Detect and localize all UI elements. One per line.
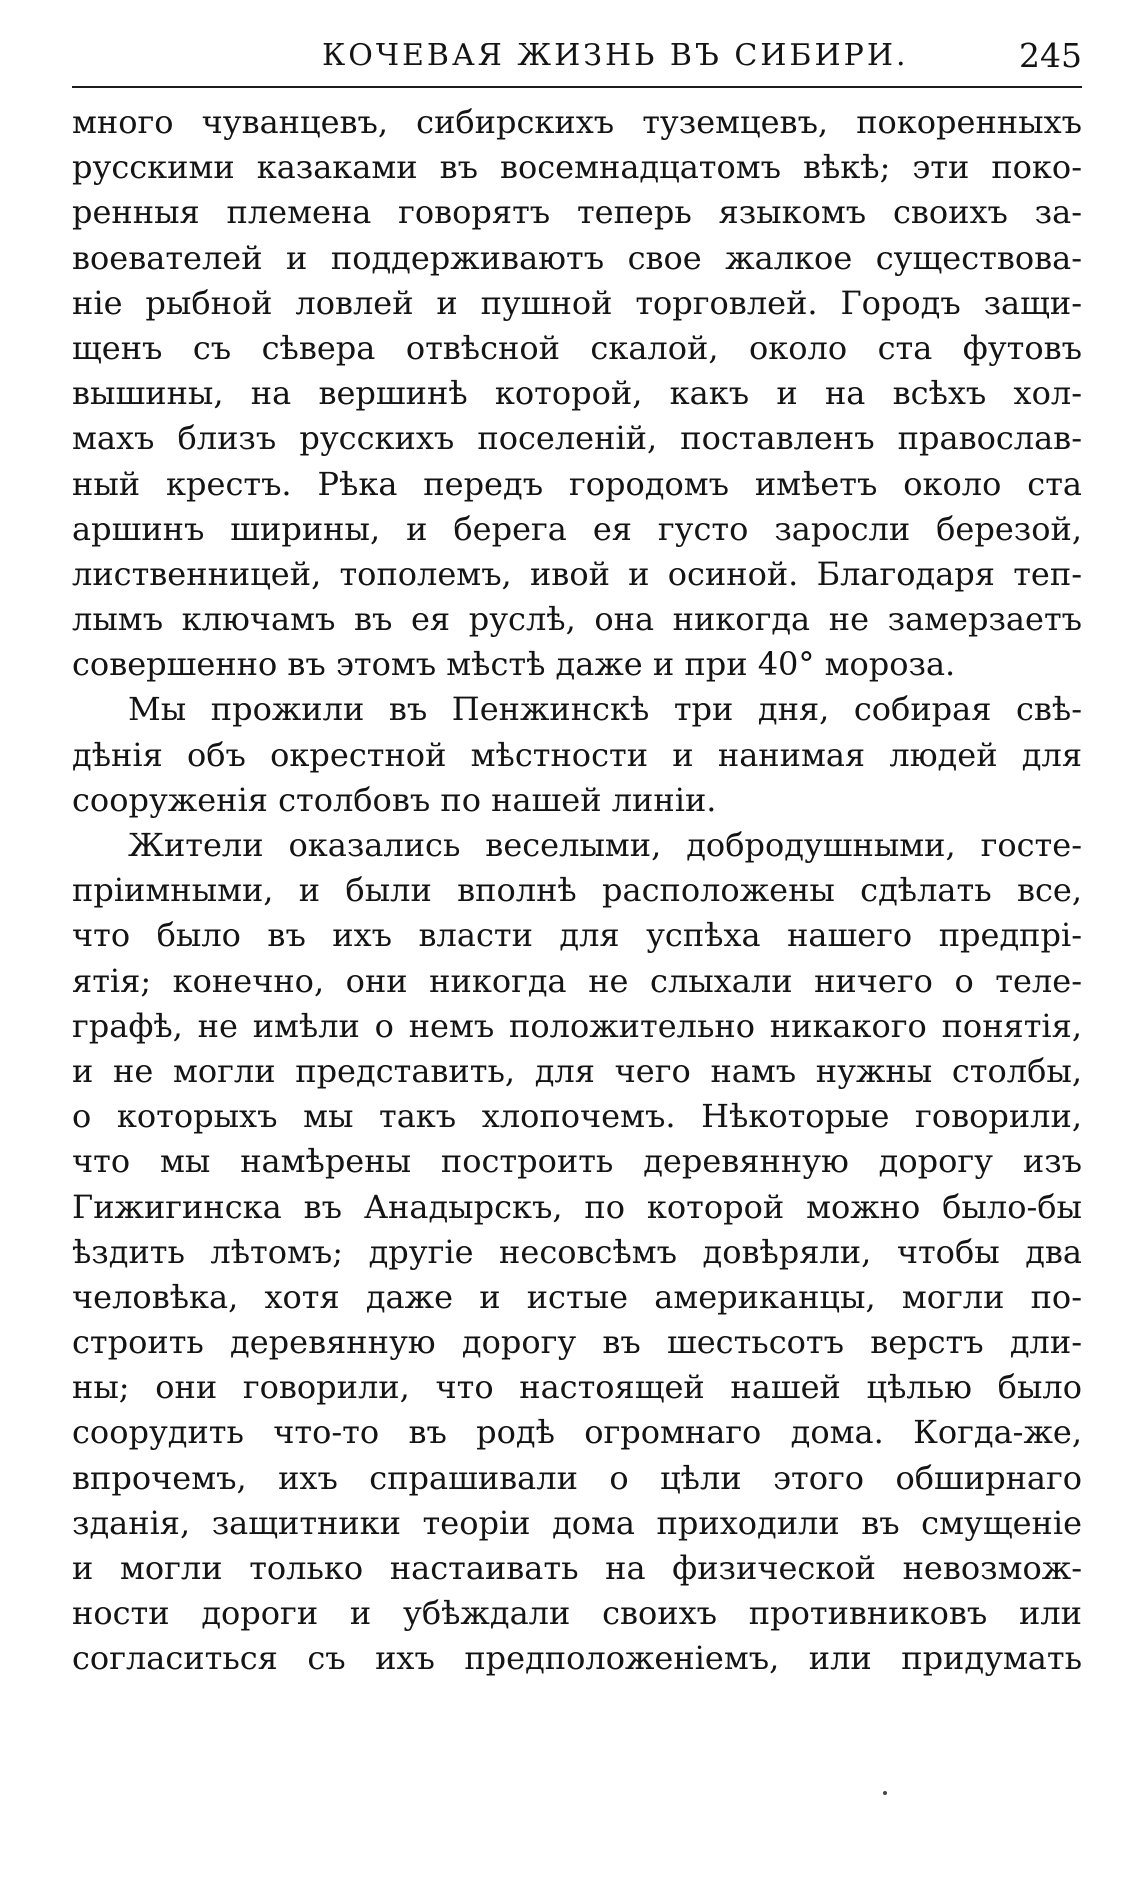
text-line: и могли только настаивать на физической невозмож-: [72, 1549, 1082, 1587]
text-line: о которыхъ мы такъ хлопочемъ. Нѣкоторые говорили,: [72, 1097, 1082, 1136]
text-line: графѣ, не имѣли о немъ положительно никакого понятія,: [72, 1006, 1082, 1045]
ink-speck: [883, 1791, 887, 1795]
running-title: КОЧЕВАЯ ЖИЗНЬ ВЪ СИБИРИ.: [322, 38, 909, 73]
text-line: зданія, защитники теоріи дома приходили въ смущеніе: [72, 1503, 1082, 1542]
text-line: ѣздить лѣтомъ; другіе несовсѣмъ довѣряли, чтобы два: [72, 1232, 1082, 1271]
text-line: и не могли представить, для чего намъ нужны столбы,: [72, 1051, 1082, 1090]
book-page: [72, 34, 1082, 1682]
text-line: махъ близъ русскихъ поселеній, поставленъ православ-: [72, 419, 1082, 458]
text-line: аршинъ ширины, и берега ея густо заросли березой,: [72, 509, 1082, 548]
text-line: воевателей и поддерживаютъ свое жалкое существова-: [72, 238, 1082, 277]
text-line: что мы намѣрены построить деревянную дорогу изъ: [72, 1142, 1082, 1181]
paragraph: [72, 100, 1082, 687]
text-line: вышины, на вершинѣ которой, какъ и на всѣхъ хол-: [72, 374, 1082, 413]
text-line: ніе рыбной ловлей и пушной торговлей. Городъ защи-: [72, 283, 1082, 322]
text-line: Мы прожили въ Пенжинскѣ три дня, собирая свѣ-: [128, 690, 1082, 729]
text-line: ятія; конечно, они никогда не слыхали ничего о теле-: [72, 961, 1082, 1000]
text-line: сооруженія столбовъ по нашей линіи.: [72, 780, 717, 819]
page-number: 245: [1019, 36, 1082, 75]
text-line: лымъ ключамъ въ ея руслѣ, она никогда не замерзаетъ: [72, 600, 1082, 639]
text-line: совершенно въ этомъ мѣстѣ даже и при 40° мороза.: [72, 645, 956, 684]
text-line: согласиться съ ихъ предположеніемъ, или придумать: [72, 1639, 1082, 1678]
text-line: русскими казаками въ восемнадцатомъ вѣкѣ; эти поко-: [72, 148, 1082, 187]
text-line: много чуванцевъ, сибирскихъ туземцевъ, покоренныхъ: [72, 103, 1082, 141]
body-text: [72, 100, 1082, 1682]
page-header: [72, 34, 1082, 88]
text-line: что было въ ихъ власти для успѣха нашего предпрі-: [72, 916, 1082, 955]
text-line: пріимными, и были вполнѣ расположены сдѣлать все,: [72, 871, 1082, 910]
text-line: лиственницей, тополемъ, ивой и осиной. Благодаря теп-: [72, 554, 1082, 593]
text-line: ны; они говорили, что настоящей нашей цѣлью было: [72, 1368, 1082, 1407]
text-line: ный крестъ. Рѣка передъ городомъ имѣетъ около ста: [72, 464, 1082, 503]
text-line: соорудить что-то въ родѣ огромнаго дома. Когда-же,: [72, 1413, 1082, 1452]
text-line: Гижигинска въ Анадырскъ, по которой можно было-бы: [72, 1187, 1082, 1226]
text-line: впрочемъ, ихъ спрашивали о цѣли этого обширнаго: [72, 1458, 1082, 1497]
text-line: щенъ съ сѣвера отвѣсной скалой, около ста футовъ: [72, 328, 1082, 367]
text-line: строить деревянную дорогу въ шестьсотъ верстъ дли-: [72, 1323, 1082, 1362]
text-line: дѣнія объ окрестной мѣстности и нанимая людей для: [72, 735, 1082, 774]
text-line: ности дороги и убѣждали своихъ противниковъ или: [72, 1594, 1082, 1633]
paragraph: [72, 687, 1082, 823]
text-line: ренныя племена говорятъ теперь языкомъ своихъ за-: [72, 193, 1082, 232]
text-line: Жители оказались веселыми, добродушными, госте-: [128, 826, 1082, 864]
text-line: человѣка, хотя даже и истые американцы, могли по-: [72, 1277, 1082, 1316]
paragraph: [72, 823, 1082, 1682]
